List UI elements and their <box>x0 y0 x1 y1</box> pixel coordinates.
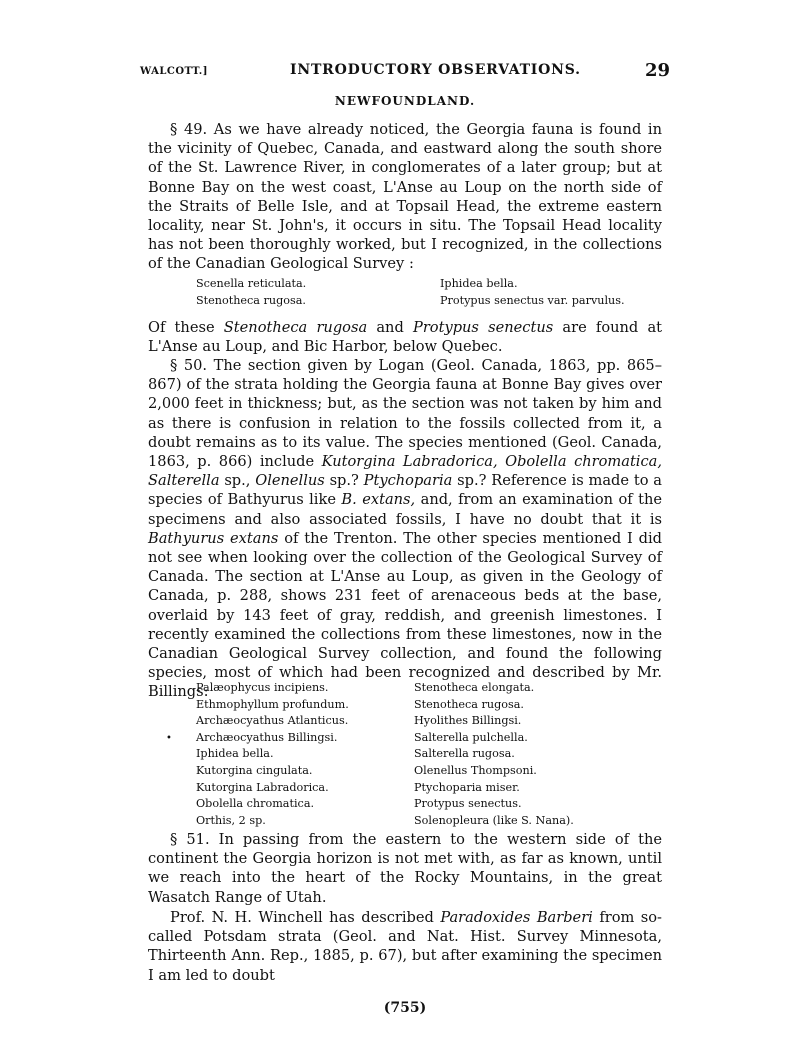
species-list-lanse-right <box>414 680 574 829</box>
species-list-topsail-left <box>196 276 306 309</box>
list-item: Stenotheca rugosa. <box>414 697 524 711</box>
text-run: § 50. The section given by Logan (Geol. Canada, 1863, pp. 865–867) of the strata holding the Georgia fauna at Bonne Bay gives over 2,000 feet in thickness; but, as the section was not taken by him and as there is confusion in relation to the fossils collected from it, a doubt remains as to its value. The species mentioned (Geol. Canada, 1863, p. 866) include <box>148 357 662 471</box>
list-item: Kutorgina Labradorica. <box>196 780 329 794</box>
section-title: NEWFOUNDLAND. <box>334 94 476 108</box>
paragraph-50 <box>148 356 662 702</box>
page-number: 29 <box>644 60 670 81</box>
species-name: Paradoxides Barberi <box>440 909 593 926</box>
species-list-lanse-left <box>196 680 349 829</box>
species-list-lanse-au-loup <box>196 680 666 830</box>
list-item: Salterella pulchella. <box>414 730 528 744</box>
species-name: Olenellus <box>255 472 325 490</box>
species-name: Bathyurus extans <box>148 529 279 547</box>
paragraph-50-text <box>148 356 662 702</box>
paragraph-of-these <box>148 318 662 356</box>
paragraph-winchell <box>148 908 662 985</box>
text-run: from so-called Potsdam strata (Geol. and Nat. Hist. Survey Minnesota, Thirteenth Ann. Rep., 1885, p. 67), but after examining the specimen I am led to doubt <box>148 909 662 984</box>
paragraph-49 <box>148 120 662 274</box>
paragraph-51-text: § 51. In passing from the eastern to the western side of the continent the Georgia horizon is not met with, as far as known, until we reach into the heart of the Rocky Mountains, in the great Wasatch Range of Utah. <box>148 831 662 906</box>
list-item: Obolella chromatica. <box>196 797 315 811</box>
list-item: Orthis, 2 sp. <box>196 813 266 827</box>
list-item: Ethmophyllum profundum. <box>196 697 349 711</box>
species-name: B. extans, <box>341 491 416 509</box>
list-item: Ptychoparia miser. <box>414 780 520 794</box>
list-item: Protypus senectus var. parvulus. <box>440 293 625 307</box>
margin-dot-mark: • <box>166 733 172 744</box>
list-item: Hyolithes Billingsi. <box>414 714 522 728</box>
running-header <box>140 60 670 84</box>
list-item: Archæocyathus Atlanticus. <box>196 714 349 728</box>
list-item: Palæophycus incipiens. <box>196 681 329 694</box>
species-list-topsail-right <box>440 276 625 309</box>
list-item: Iphidea bella. <box>196 747 274 761</box>
list-item: Kutorgina cingulata. <box>196 763 313 777</box>
page-footer-number: (755) <box>383 1000 427 1016</box>
text-run: sp., <box>219 472 256 490</box>
list-item: Stenotheca rugosa. <box>196 293 306 307</box>
text-run: of the Trenton. The other species mentioned I did not see when looking over the collection of the Geological Survey of Canada. The section at L'Anse au Loup, as given in the Geology of Canada, p. 288, shows 231 feet of arenaceous beds at the base, overlaid by 143 feet of gray, reddish, and greenish limestones. I recently examined the collections from these limestones, now in the Canadian Geological Survey collection, and found the following species, most of which had been recognized and described by Mr. Billings: <box>148 529 662 701</box>
text-run: Of these <box>148 319 224 336</box>
list-item: Archæocyathus Billingsi. <box>196 730 338 744</box>
paragraph-winchell-text <box>148 908 662 985</box>
list-item: Salterella rugosa. <box>414 747 515 761</box>
paragraph-49-text: § 49. As we have already noticed, the Georgia fauna is found in the vicinity of Quebec, Canada, and eastward along the south shore of the St. Lawrence River, in conglomerates of a later group; but at Bonne Bay on the west coast, L'Anse au Loup on the north side of the Straits of Belle Isle, and at Topsail Head, the extreme eastern locality, near St. John's, it occurs in situ. The Topsail Head locality has not been thoroughly worked, but I recognized, in the collections of the Canadian Geological Survey : <box>148 121 662 273</box>
species-name: Kutorgina Labradorica, Obolella chromatica, Salterella <box>148 453 662 490</box>
paragraph-of-these-text <box>148 318 662 356</box>
species-name: Protypus senectus <box>413 319 554 336</box>
list-item: Olenellus Thompsoni. <box>414 763 537 777</box>
list-item: Stenotheca elongata. <box>414 681 535 694</box>
text-run: sp.? <box>324 472 364 490</box>
species-name: Ptychoparia <box>363 472 453 490</box>
text-run: Prof. N. H. Winchell has described <box>170 909 441 926</box>
text-run: and <box>367 319 413 336</box>
list-item: Iphidea bella. <box>440 277 518 290</box>
list-item: Protypus senectus. <box>414 797 522 811</box>
text-run: are found at L'Anse au Loup, and Bic Harbor, below Quebec. <box>148 319 663 356</box>
list-item: Scenella reticulata. <box>196 277 307 290</box>
list-item: Solenopleura (like S. Nana). <box>414 813 574 827</box>
paragraph-51 <box>148 830 662 907</box>
species-list-topsail <box>196 276 666 312</box>
text-run: and, from an examination of the specimens and also associated fossils, I have no doubt that it is <box>148 491 662 528</box>
species-name: Stenotheca rugosa <box>223 319 368 336</box>
text-run: sp.? Reference is made to a species of Bathyurus like <box>148 472 662 509</box>
header-title: INTRODUCTORY OBSERVATIONS. <box>290 62 581 78</box>
header-author: WALCOTT.] <box>140 66 209 77</box>
